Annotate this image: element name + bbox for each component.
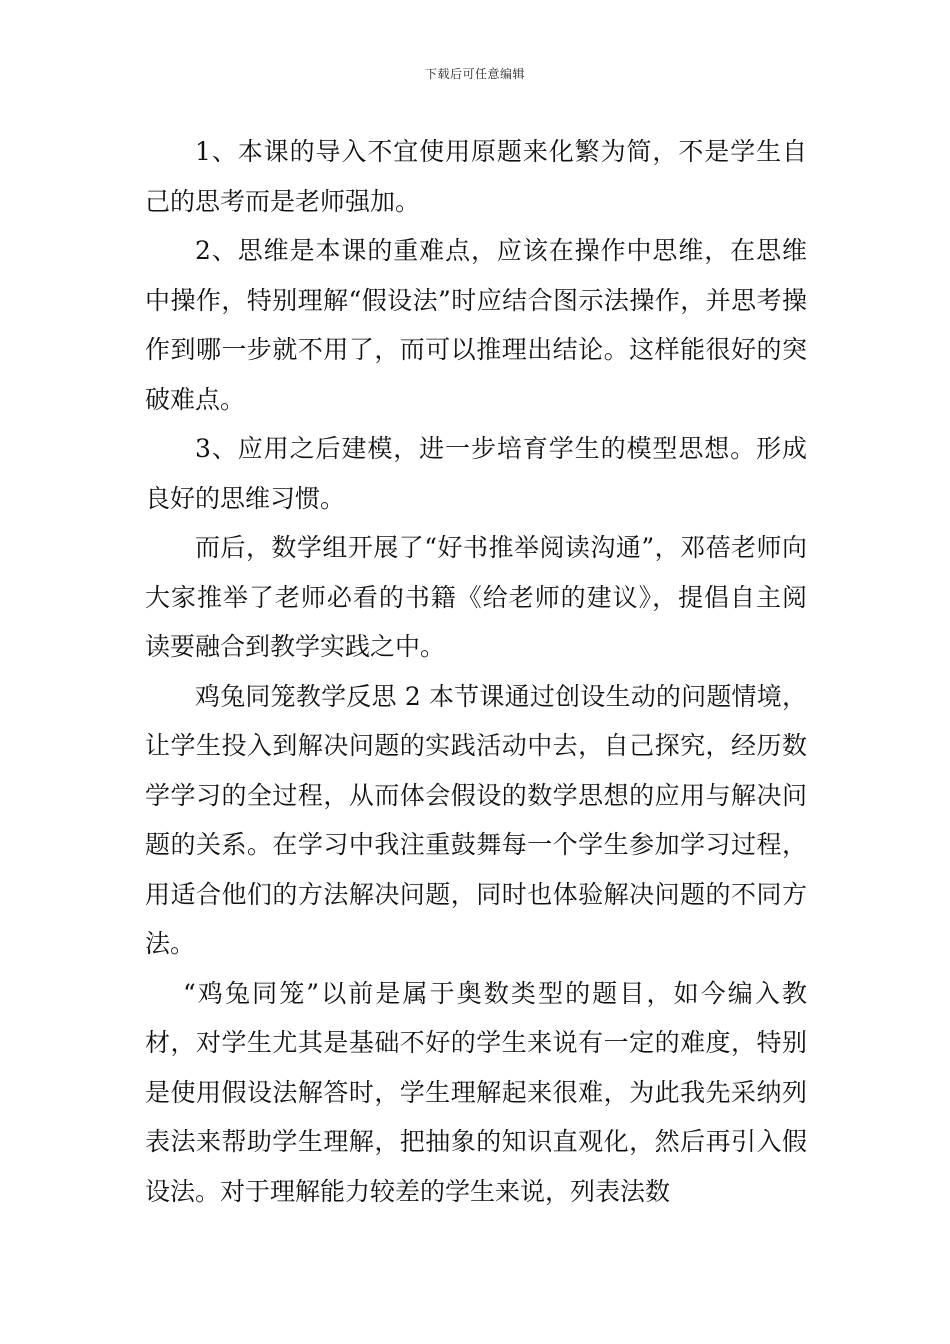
paragraph-point-3: 3、应用之后建模，进一步培育学生的模型思想。形成良好的思维习惯。: [145, 434, 807, 513]
body-text: [145, 127, 807, 1216]
paragraph-reflection-2: 鸡兔同笼教学反思 2 本节课通过创设生动的问题情境，让学生投入到解决问题的实践活动中去，自己探究，经历数学学习的全过程，从而体会假设的数学思想的应用与解决问题的关系。在学习中我注重鼓舞每一个学生参加学习过程，用适合他们的方法解决问题，同时也体验解决问题的不同方法。: [145, 681, 807, 958]
paragraph-point-2: 2、思维是本课的重难点，应该在操作中思维，在思维中操作，特别理解“假设法”时应结合图示法操作，并思考操作到哪一步就不用了，而可以推理出结论。这样能很好的突破难点。: [145, 236, 807, 414]
paragraph-chicken-rabbit: “鸡兔同笼”以前是属于奥数类型的题目，如今编入教材，对学生尤其是基础不好的学生来说有一定的难度，特别是使用假设法解答时，学生理解起来很难，为此我先采纳列表法来帮助学生理解，把抽象的知识直观化，然后再引入假设法。对于理解能力较差的学生来说，列表法数: [145, 978, 807, 1206]
paragraph-reading-exchange: 而后，数学组开展了“好书推举阅读沟通”，邓蓓老师向大家推举了老师必看的书籍《给老师的建议》，提倡自主阅读要融合到教学实践之中。: [145, 533, 807, 661]
paragraph-point-1: 1、本课的导入不宜使用原题来化繁为简，不是学生自己的思考而是老师强加。: [145, 137, 807, 216]
header-note: 下载后可任意编辑: [424, 67, 525, 81]
